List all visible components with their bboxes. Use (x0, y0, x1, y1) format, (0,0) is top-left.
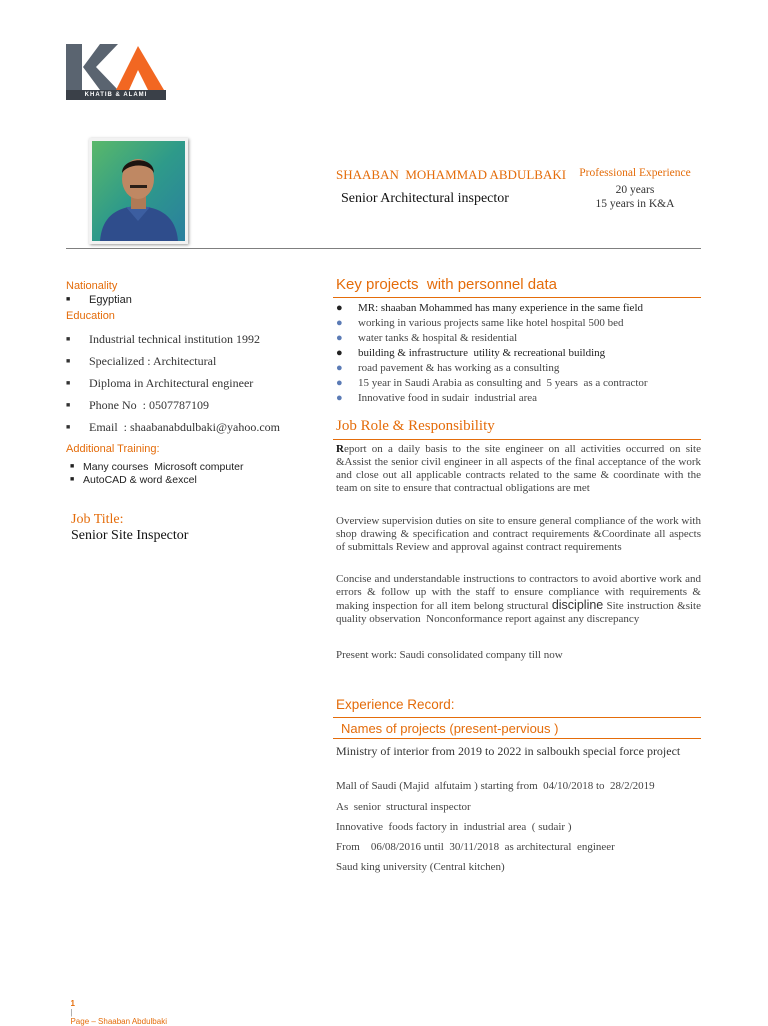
list-item (336, 347, 648, 362)
footer-text: Page – Shaaban Abdulbaki (70, 1017, 167, 1026)
list-item (336, 392, 648, 407)
key-projects-rule (333, 297, 701, 298)
key-projects-list (336, 302, 648, 407)
list-item (70, 474, 243, 487)
experience-subheading: Names of projects (present-pervious ) (341, 721, 559, 736)
header-divider (66, 248, 701, 249)
bullet-icon: ● (336, 347, 343, 359)
list-item (336, 317, 648, 332)
employee-name: SHAABAN MOHAMMAD ABDULBAKI (336, 167, 567, 182)
key-projects-heading: Key projects with personnel data (336, 276, 557, 293)
present-work: Present work: Saudi consolidated company till now (336, 649, 563, 661)
list-item (66, 420, 280, 442)
page-footer (66, 990, 167, 1026)
bullet-icon: ■ (66, 335, 71, 343)
job-role-paragraph-1 (336, 443, 701, 495)
job-role-rule (333, 439, 701, 440)
experience-heading: Experience Record: (336, 697, 455, 712)
paragraph-text: Overview supervision duties on site to ensure general compliance of the work with shop drawing & specification and contract requirements &Coordinate all aspects of submittals Review and approval against contract requirements (336, 515, 701, 553)
experience-line: Mall of Saudi (Majid alfutaim ) starting from 04/10/2018 to 28/2/2019 (336, 780, 655, 792)
education-list (66, 332, 280, 442)
bullet-icon: ● (336, 317, 343, 329)
bullet-icon: ■ (66, 379, 71, 387)
experience-subrule (333, 738, 701, 739)
experience-ka: 15 years in K&A (595, 198, 675, 210)
bullet-icon: ■ (70, 463, 75, 470)
training-list (70, 461, 243, 487)
bullet-icon: ■ (66, 296, 71, 303)
list-item (66, 398, 280, 420)
list-item (336, 302, 648, 317)
job-role-paragraph-2 (336, 515, 701, 554)
bullet-icon: ■ (66, 423, 71, 431)
experience-line: Ministry of interior from 2019 to 2022 in salboukh special force project (336, 744, 681, 758)
nationality-label: Nationality (66, 280, 118, 292)
project-item: working in various projects same like hotel hospital 500 bed (358, 317, 624, 329)
list-item (336, 377, 648, 392)
bullet-icon: ■ (70, 476, 75, 483)
education-label: Education (66, 310, 115, 322)
job-title-value: Senior Site Inspector (71, 528, 189, 543)
experience-line: Saud king university (Central kitchen) (336, 861, 505, 873)
profile-photo (89, 138, 188, 244)
bullet-icon: ■ (66, 357, 71, 365)
company-logo (66, 44, 166, 100)
project-item: Innovative food in sudair industrial area (358, 392, 538, 404)
list-item (66, 354, 280, 376)
education-item: Specialized : Architectural (89, 354, 217, 368)
bullet-icon: ● (336, 302, 343, 314)
project-item: building & infrastructure utility & recreational building (358, 347, 606, 359)
bullet-icon: ● (336, 377, 343, 389)
employee-title: Senior Architectural inspector (341, 191, 509, 206)
bullet-icon: ● (336, 362, 343, 374)
training-label: Additional Training: (66, 443, 160, 455)
job-title-label: Job Title: (71, 512, 124, 527)
experience-line: From 06/08/2016 until 30/11/2018 as architectural engineer (336, 841, 615, 853)
bullet-icon: ■ (66, 401, 71, 409)
list-item (66, 294, 132, 308)
list-item (336, 362, 648, 377)
project-item: road pavement & has working as a consulting (358, 362, 560, 374)
phone-number: Phone No : 0507787109 (89, 398, 209, 412)
project-item: 15 year in Saudi Arabia as consulting and 5 years as a contractor (358, 377, 648, 389)
person-photo (92, 141, 185, 241)
paragraph-text: Site instruction &site quality observation Nonconformance report against any discrepancy (336, 600, 704, 625)
paragraph-text: Concise and understandable instructions to contractors to avoid abortive work and errors & follow up with the staff to ensure compliance with requirements & making inspection for all item belong structural (336, 573, 701, 612)
email-address: Email : shaabanabdulbaki@yahoo.com (89, 420, 280, 434)
experience-label: Professional Experience (579, 167, 691, 179)
experience-rule (333, 717, 701, 718)
experience-years: 20 years (615, 184, 655, 196)
paragraph-text: eport on a daily basis to the site engineer on all activities occurred on site &Assist the senior civil engineer in all aspects of the final acceptance of the work and close out all applicable contracts related to the same & coordinate with the team on site to ensure that contractual obligations are met (336, 443, 701, 494)
education-item: Diploma in Architectural engineer (89, 376, 254, 390)
list-item (336, 332, 648, 347)
job-role-paragraph-3 (336, 573, 704, 626)
nationality-list (66, 294, 132, 308)
bullet-icon: ● (336, 332, 343, 344)
nationality-value: Egyptian (89, 294, 132, 306)
list-item (66, 332, 280, 354)
experience-line: As senior structural inspector (336, 801, 471, 813)
bullet-icon: ● (336, 392, 343, 404)
job-role-heading: Job Role & Responsibility (336, 418, 495, 434)
project-item: MR: shaaban Mohammed has many experience in the same field (358, 302, 643, 314)
logo-caption: KHATIB & ALAMI (84, 92, 148, 98)
drop-letter: R (336, 443, 344, 455)
experience-line: Innovative foods factory in industrial area ( sudair ) (336, 821, 572, 833)
paragraph-emphasis: discipline (551, 598, 604, 612)
list-item (66, 376, 280, 398)
project-item: water tanks & hospital & residential (358, 332, 518, 344)
list-item (70, 461, 243, 474)
training-item: Many courses Microsoft computer (83, 461, 244, 473)
footer-separator: | (70, 1008, 73, 1017)
education-item: Industrial technical institution 1992 (89, 332, 260, 346)
training-item: AutoCAD & word &excel (83, 474, 197, 486)
page-number: 1 (70, 999, 75, 1008)
